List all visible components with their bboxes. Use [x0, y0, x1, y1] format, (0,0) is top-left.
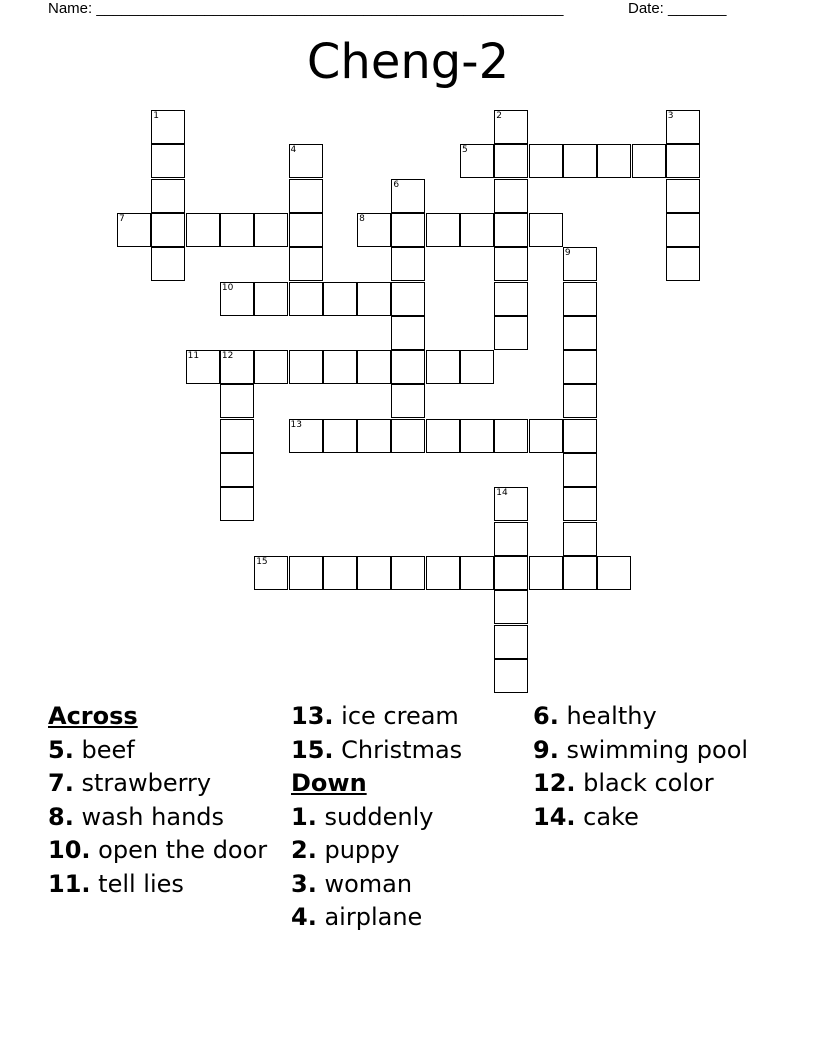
grid-cell[interactable]: [632, 144, 666, 178]
grid-cell[interactable]: [220, 384, 254, 418]
clue-down-4: 4. airplane: [291, 903, 423, 931]
clue-down-1: 1. suddenly: [291, 802, 434, 831]
grid-cell[interactable]: [323, 419, 357, 453]
grid-cell[interactable]: [494, 419, 528, 453]
grid-cell[interactable]: [254, 282, 288, 316]
grid-cell[interactable]: [186, 350, 220, 384]
across-heading: Across: [48, 702, 138, 730]
grid-cell[interactable]: [529, 144, 563, 178]
grid-cell[interactable]: [494, 487, 528, 521]
grid-cell[interactable]: [391, 179, 425, 213]
grid-cell[interactable]: [289, 144, 323, 178]
clue-number-label: 14: [496, 488, 508, 499]
grid-cell[interactable]: [289, 350, 323, 384]
grid-cell[interactable]: [666, 247, 700, 281]
grid-cell[interactable]: [391, 350, 425, 384]
grid-cell[interactable]: [563, 556, 597, 590]
grid-cell[interactable]: [494, 316, 528, 350]
grid-cell[interactable]: [254, 350, 288, 384]
grid-cell[interactable]: [460, 419, 494, 453]
clue-number-label: 6: [393, 179, 400, 190]
clue-down-2: 2. puppy: [291, 836, 400, 864]
grid-cell[interactable]: [563, 419, 597, 453]
grid-cell[interactable]: [391, 247, 425, 281]
grid-cell[interactable]: [529, 213, 563, 247]
clue-number-label: 12: [221, 351, 234, 362]
clue-number-label: 10: [221, 282, 234, 293]
clue-number-label: 9: [564, 248, 571, 259]
grid-cell[interactable]: [494, 247, 528, 281]
clue-number-label: 1: [153, 111, 160, 121]
clue-across-15: 15. Christmas: [291, 735, 463, 764]
grid-cell[interactable]: [220, 282, 254, 316]
grid-cell[interactable]: [460, 350, 494, 384]
grid-cell[interactable]: [391, 213, 425, 247]
grid-cell[interactable]: [426, 556, 460, 590]
grid-cell[interactable]: [460, 556, 494, 590]
grid-cell[interactable]: [426, 213, 460, 247]
grid-cell[interactable]: [494, 282, 528, 316]
grid-cell[interactable]: [220, 419, 254, 453]
clue-column-2: [291, 702, 526, 937]
grid-cell[interactable]: [391, 419, 425, 453]
grid-cell[interactable]: [666, 144, 700, 178]
grid-cell[interactable]: [117, 213, 151, 247]
grid-cell[interactable]: [494, 556, 528, 590]
grid-cell[interactable]: [494, 625, 528, 659]
date-field[interactable]: Date: _______: [628, 0, 727, 17]
grid-cell[interactable]: [323, 350, 357, 384]
grid-cell[interactable]: [357, 419, 391, 453]
grid-cell[interactable]: [220, 453, 254, 487]
grid-cell[interactable]: [529, 419, 563, 453]
clue-number-label: 8: [359, 213, 365, 224]
clue-column-1: [48, 702, 283, 903]
grid-cell[interactable]: [289, 282, 323, 316]
grid-cell[interactable]: [563, 282, 597, 316]
name-field[interactable]: Name: ________________________________________________________: [48, 0, 564, 17]
grid-cell[interactable]: [151, 179, 185, 213]
grid-cell[interactable]: [289, 556, 323, 590]
grid-cell[interactable]: [426, 419, 460, 453]
grid-cell[interactable]: [563, 144, 597, 178]
grid-cell[interactable]: [494, 522, 528, 556]
grid-cell[interactable]: [289, 247, 323, 281]
clue-across-7: 7. strawberry: [48, 769, 212, 797]
clue-down-3: 3. woman: [291, 869, 413, 898]
clue-number-label: 4: [290, 145, 297, 156]
grid-cell[interactable]: [323, 282, 357, 316]
clue-across-10: 10. open the door: [48, 836, 268, 864]
grid-cell[interactable]: [494, 659, 528, 693]
clue-number-label: 7: [119, 213, 125, 224]
grid-cell[interactable]: [597, 144, 631, 178]
grid-cell[interactable]: [323, 556, 357, 590]
grid-cell[interactable]: [186, 213, 220, 247]
grid-cell[interactable]: [220, 350, 254, 384]
grid-cell[interactable]: [666, 110, 700, 144]
page-title: Cheng-2: [306, 34, 510, 90]
grid-cell[interactable]: [494, 590, 528, 624]
grid-cell[interactable]: [357, 350, 391, 384]
grid-cell[interactable]: [563, 316, 597, 350]
grid-cell[interactable]: [666, 213, 700, 247]
grid-cell[interactable]: [254, 213, 288, 247]
clue-number-label: 5: [462, 145, 468, 156]
grid-cell[interactable]: [151, 247, 185, 281]
grid-cell[interactable]: [289, 213, 323, 247]
clue-number-label: 3: [667, 111, 674, 121]
grid-cell[interactable]: [563, 384, 597, 418]
grid-cell[interactable]: [597, 556, 631, 590]
grid-cell[interactable]: [460, 213, 494, 247]
clue-down-9: 9. swimming pool: [533, 735, 749, 764]
grid-cell[interactable]: [426, 350, 460, 384]
clue-across-13: 13. ice cream: [291, 702, 459, 730]
grid-cell[interactable]: [529, 556, 563, 590]
grid-cell[interactable]: [220, 213, 254, 247]
grid-cell[interactable]: [151, 213, 185, 247]
clue-number-label: 2: [496, 111, 503, 121]
clue-across-11: 11. tell lies: [48, 869, 184, 898]
grid-cell[interactable]: [357, 213, 391, 247]
grid-cell[interactable]: [357, 556, 391, 590]
grid-cell[interactable]: [563, 453, 597, 487]
grid-cell[interactable]: [494, 213, 528, 247]
clue-number-label: 11: [187, 351, 200, 362]
grid-cell[interactable]: [460, 144, 494, 178]
clue-across-8: 8. wash hands: [48, 802, 225, 831]
grid-cell[interactable]: [563, 247, 597, 281]
grid-cell[interactable]: [391, 316, 425, 350]
grid-cell[interactable]: [220, 487, 254, 521]
clue-column-3: [533, 702, 768, 836]
grid-cell[interactable]: [563, 350, 597, 384]
clue-number-label: 15: [256, 556, 268, 567]
grid-cell[interactable]: [391, 282, 425, 316]
grid-cell[interactable]: [391, 384, 425, 418]
grid-cell[interactable]: [289, 419, 323, 453]
grid-cell[interactable]: [357, 282, 391, 316]
clue-down-12: 12. black color: [533, 769, 714, 797]
clue-number-label: 13: [290, 419, 302, 430]
grid-cell[interactable]: [494, 144, 528, 178]
grid-cell[interactable]: [494, 179, 528, 213]
grid-cell[interactable]: [289, 179, 323, 213]
clue-down-6: 6. healthy: [533, 702, 657, 730]
grid-cell[interactable]: [563, 522, 597, 556]
clue-down-14: 14. cake: [533, 802, 639, 831]
clue-across-5: 5. beef: [48, 735, 135, 764]
down-heading: Down: [291, 769, 367, 797]
grid-cell[interactable]: [666, 179, 700, 213]
grid-cell[interactable]: [391, 556, 425, 590]
grid-cell[interactable]: [254, 556, 288, 590]
grid-cell[interactable]: [151, 110, 185, 144]
grid-cell[interactable]: [494, 110, 528, 144]
grid-cell[interactable]: [151, 144, 185, 178]
grid-cell[interactable]: [563, 487, 597, 521]
